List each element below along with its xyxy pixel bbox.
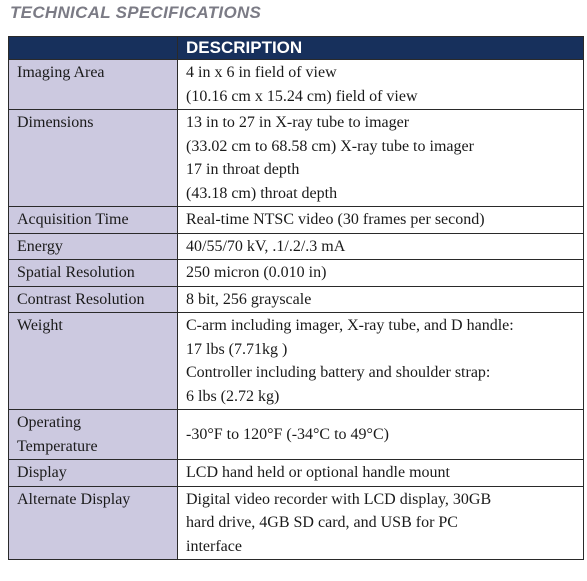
value-line: (33.02 cm to 68.58 cm) X-ray tube to imager xyxy=(186,137,474,155)
row-label: Alternate Display xyxy=(9,486,178,560)
header-blank-cell xyxy=(9,37,178,60)
row-value xyxy=(178,233,584,260)
table-header-row xyxy=(9,37,584,60)
value-line: 40/55/70 kV, .1/.2/.3 mA xyxy=(186,237,346,255)
header-description: DESCRIPTION xyxy=(178,37,584,60)
value-line: 17 in throat depth xyxy=(186,161,300,178)
row-value xyxy=(178,286,584,313)
value-line: (43.18 cm) throat depth xyxy=(186,184,338,202)
table-row xyxy=(9,286,584,313)
row-value xyxy=(178,110,584,207)
value-line: Real-time NTSC video (30 frames per second) xyxy=(186,211,485,228)
row-value xyxy=(178,313,584,410)
table-row xyxy=(9,260,584,287)
row-label: Acquisition Time xyxy=(9,207,178,234)
value-line: (10.16 cm x 15.24 cm) field of view xyxy=(186,87,418,105)
spec-table xyxy=(8,36,584,560)
value-line: 13 in to 27 in X-ray tube to imager xyxy=(186,114,410,131)
row-value xyxy=(178,486,584,560)
value-line: Digital video recorder with LCD display, 30GB xyxy=(186,490,492,508)
value-line: interface xyxy=(186,537,242,555)
value-line: 8 bit, 256 grayscale xyxy=(186,290,312,308)
row-label: Dimensions xyxy=(9,110,178,207)
row-value xyxy=(178,60,584,110)
row-value xyxy=(178,207,584,234)
row-value xyxy=(178,260,584,287)
row-label: Spatial Resolution xyxy=(9,260,178,287)
value-line: LCD hand held or optional handle mount xyxy=(186,464,450,481)
row-value xyxy=(178,460,584,487)
value-line: 250 micron (0.010 in) xyxy=(186,264,327,281)
row-label: Contrast Resolution xyxy=(9,286,178,313)
table-row xyxy=(9,233,584,260)
value-line: Controller including battery and shoulder strap: xyxy=(186,364,491,381)
row-value xyxy=(178,410,584,460)
table-row xyxy=(9,60,584,110)
table-row xyxy=(9,207,584,234)
row-label: Imaging Area xyxy=(9,60,178,110)
table-row xyxy=(9,110,584,207)
value-line: 6 lbs (2.72 kg) xyxy=(186,387,280,405)
value-line: 4 in x 6 in field of view xyxy=(186,64,337,81)
row-label: Weight xyxy=(9,313,178,410)
table-row xyxy=(9,410,584,460)
value-line: hard drive, 4GB SD card, and USB for PC xyxy=(186,514,458,531)
table-row xyxy=(9,313,584,410)
page-title: TECHNICAL SPECIFICATIONS xyxy=(10,3,262,22)
table-row xyxy=(9,486,584,560)
row-label: Operating Temperature xyxy=(9,410,178,460)
row-label: Energy xyxy=(9,233,178,260)
row-label: Display xyxy=(9,460,178,487)
value-line: 17 lbs (7.71kg ) xyxy=(186,340,288,358)
value-line: C-arm including imager, X-ray tube, and D handle: xyxy=(186,317,514,334)
value-line: -30°F to 120°F (-34°C to 49°C) xyxy=(186,425,389,443)
table-row xyxy=(9,460,584,487)
